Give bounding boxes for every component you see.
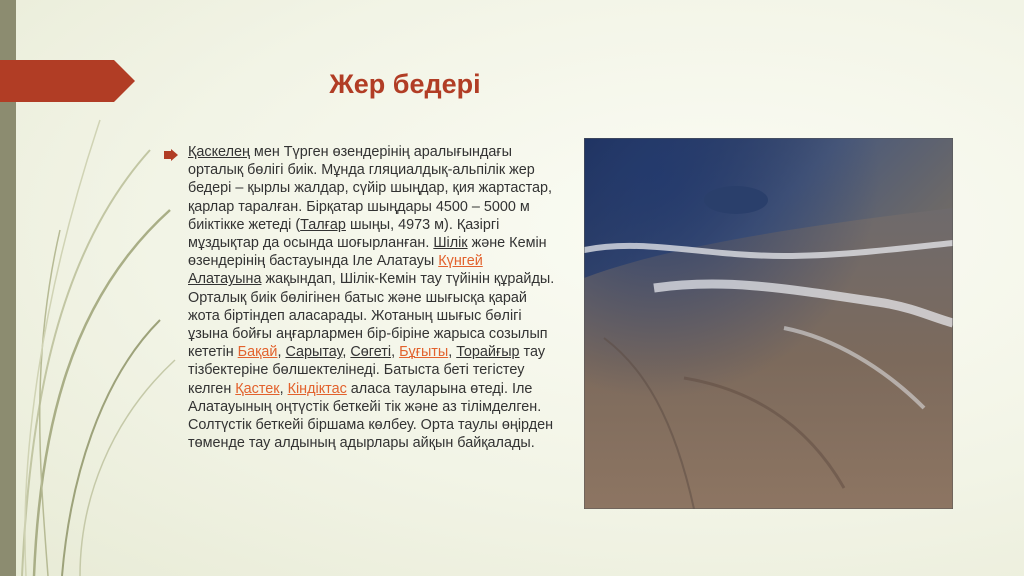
paragraph-text: , [391, 344, 400, 361]
inline-link[interactable]: Қастек [235, 380, 280, 397]
title-banner-arrow [0, 60, 135, 102]
inline-link[interactable]: Бұғыты [399, 344, 449, 361]
inline-link[interactable]: Алатауына [188, 271, 262, 288]
inline-link[interactable]: Күнгей [438, 253, 483, 270]
paragraph-text: , [277, 344, 286, 361]
body-paragraph [188, 143, 560, 452]
paragraph-text: тау тізбектеріне бөлшектелінеді. Батыста беті тегістеу келген [188, 344, 546, 397]
paragraph-text: , [342, 344, 351, 361]
paragraph-text: мен Түрген өзендерінің аралығындағы орталық бөлігі биік. Мұнда гляциалдық-альпілік жер бедері – қырлы жалдар, сүйір шыңдар, қия жартастар, қарлар таралған. Бірқатар шыңдары 4500 – 5000 м биіктікке жетеді ( [188, 144, 553, 233]
inline-link[interactable]: Талғар [300, 216, 346, 233]
inline-link[interactable]: Қаскелең [188, 144, 250, 160]
inline-link[interactable]: Кіндіктас [287, 380, 347, 397]
paragraph-text: және Кемін өзендерінің бастауында Іле Алатауы [188, 235, 547, 270]
paragraph-text: , [279, 380, 288, 397]
satellite-photo [584, 138, 953, 509]
inline-link[interactable]: Сарытау [285, 344, 343, 361]
inline-link[interactable]: Сөгеті [350, 344, 392, 361]
inline-link[interactable]: Шілік [433, 235, 468, 252]
arrow-bullet-icon [164, 149, 178, 161]
paragraph-text: аласа тауларына өтеді. Іле Алатауының оңтүстік беткейі тік және аз тілімделген. Солтүстік беткейі біршама көлбеу. Орта таулы өңірден төменде тау алдының адырлары айқын байқалады. [188, 380, 554, 452]
paragraph-text: шыңы, 4973 м). Қазіргі мұздықтар да осында шоғырланған. [188, 216, 500, 252]
paragraph-text: жақындап, Шілік-Кемін тау түйінін құрайды. Орталық биік бөлігінен батыс және шығысқа қарай жота біртіндеп аласарады. Жотаның шығыс бөлігі ұзына бойғы аңғарлармен бір-біріне жарыса созылып кететін [188, 271, 555, 361]
paragraph-text: , [448, 344, 457, 361]
inline-link[interactable]: Торайғыр [456, 344, 520, 361]
inline-link[interactable]: Бақай [237, 344, 278, 361]
slide-title: Жер бедері [329, 69, 481, 99]
